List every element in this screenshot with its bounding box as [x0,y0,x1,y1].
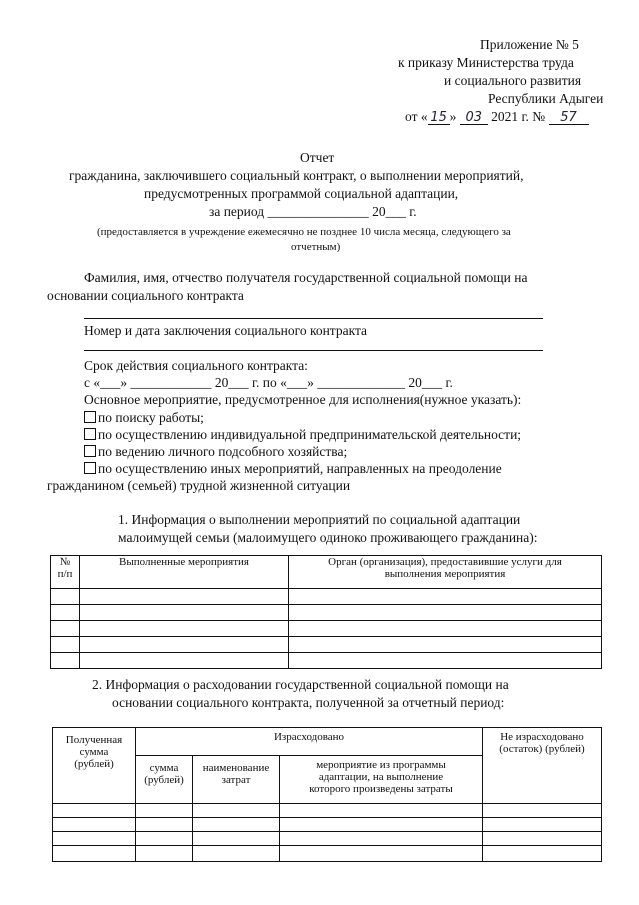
main-event-label: Основное мероприятие, предусмотренное для исполнения(нужное указать): [84,392,522,407]
report-title: Отчет [300,150,335,165]
col-program-event: мероприятие из программы адаптации, на выполнение которого произведены затраты [280,756,483,804]
title-line-2: предусмотренных программой социальной адаптации, [144,186,459,201]
fio-input-line [84,318,543,319]
col-received: Полученная сумма (рублей) [53,728,136,804]
col-sum: сумма (рублей) [136,756,193,804]
checkbox-icon [84,445,96,457]
table-row [51,589,602,605]
option-job-search: по поиску работы; [84,410,204,426]
col-number: № п/п [51,556,80,589]
order-month: 03 [460,112,488,125]
submission-note-2: отчетным) [291,241,341,253]
annex-number: Приложение № 5 [480,37,579,52]
col-expense-name: наименование затрат [193,756,280,804]
col-organization: Орган (организация), предоставившие услуги для выполнения мероприятия [289,556,602,589]
section2-title-cont: основании социального контракта, полученной за отчетный период: [112,695,505,710]
section1-title-cont: малоимущей семьи (малоимущего одиноко проживающего гражданина): [118,530,538,545]
table-row [53,846,602,862]
col-spent: Израсходовано [136,728,483,756]
annex-ministry: и социального развития [444,73,582,88]
contract-input-line [84,350,543,351]
table-row [51,605,602,621]
section2-title: 2. Информация о расходовании государственной социальной помощи на [92,677,509,692]
events-table [50,555,602,669]
title-line-1: гражданина, заключившего социальный контракт, о выполнении мероприятий, [69,168,524,183]
col-events: Выполненные мероприятия [80,556,289,589]
term-label: Срок действия социального контракта: [84,358,308,373]
order-day: 15 [428,112,450,125]
expenses-table [52,727,602,862]
checkbox-icon [84,462,96,474]
option-other: по осуществлению иных мероприятий, направленных на преодоление [84,461,502,477]
order-date: от « 15 » 03 2021 г. № 57 [405,109,589,125]
table-row [53,832,602,846]
col-unspent: Не израсходовано (остаток) (рублей) [483,728,602,804]
section1-title: 1. Информация о выполнении мероприятий по социальной адаптации [118,512,521,527]
annex-order: к приказу Министерства труда [398,55,574,70]
checkbox-icon [84,411,96,423]
term-dates: с «___» ____________ 20___ г. по «___» _____________ 20___ г. [84,375,453,390]
table-row [53,804,602,818]
option-other-cont: гражданином (семьей) трудной жизненной ситуации [47,478,351,493]
contract-label: Номер и дата заключения социального контракта [84,323,368,338]
annex-republic: Республики Адыгеи [488,91,604,106]
checkbox-icon [84,428,96,440]
table-row [53,818,602,832]
table-row [51,637,602,653]
fio-label-cont: основании социального контракта [47,288,244,303]
report-period: за период _______________ 20___ г. [209,204,417,219]
option-entrepreneurship: по осуществлению индивидуальной предпринимательской деятельности; [84,427,521,443]
table-row [51,653,602,669]
order-number: 57 [549,112,589,125]
table-row [51,621,602,637]
option-farming: по ведению личного подсобного хозяйства; [84,444,347,460]
submission-note-1: (предоставляется в учреждение ежемесячно не позднее 10 числа месяца, следующего за [97,226,511,238]
fio-label: Фамилия, имя, отчество получателя государственной социальной помощи на [84,270,528,285]
